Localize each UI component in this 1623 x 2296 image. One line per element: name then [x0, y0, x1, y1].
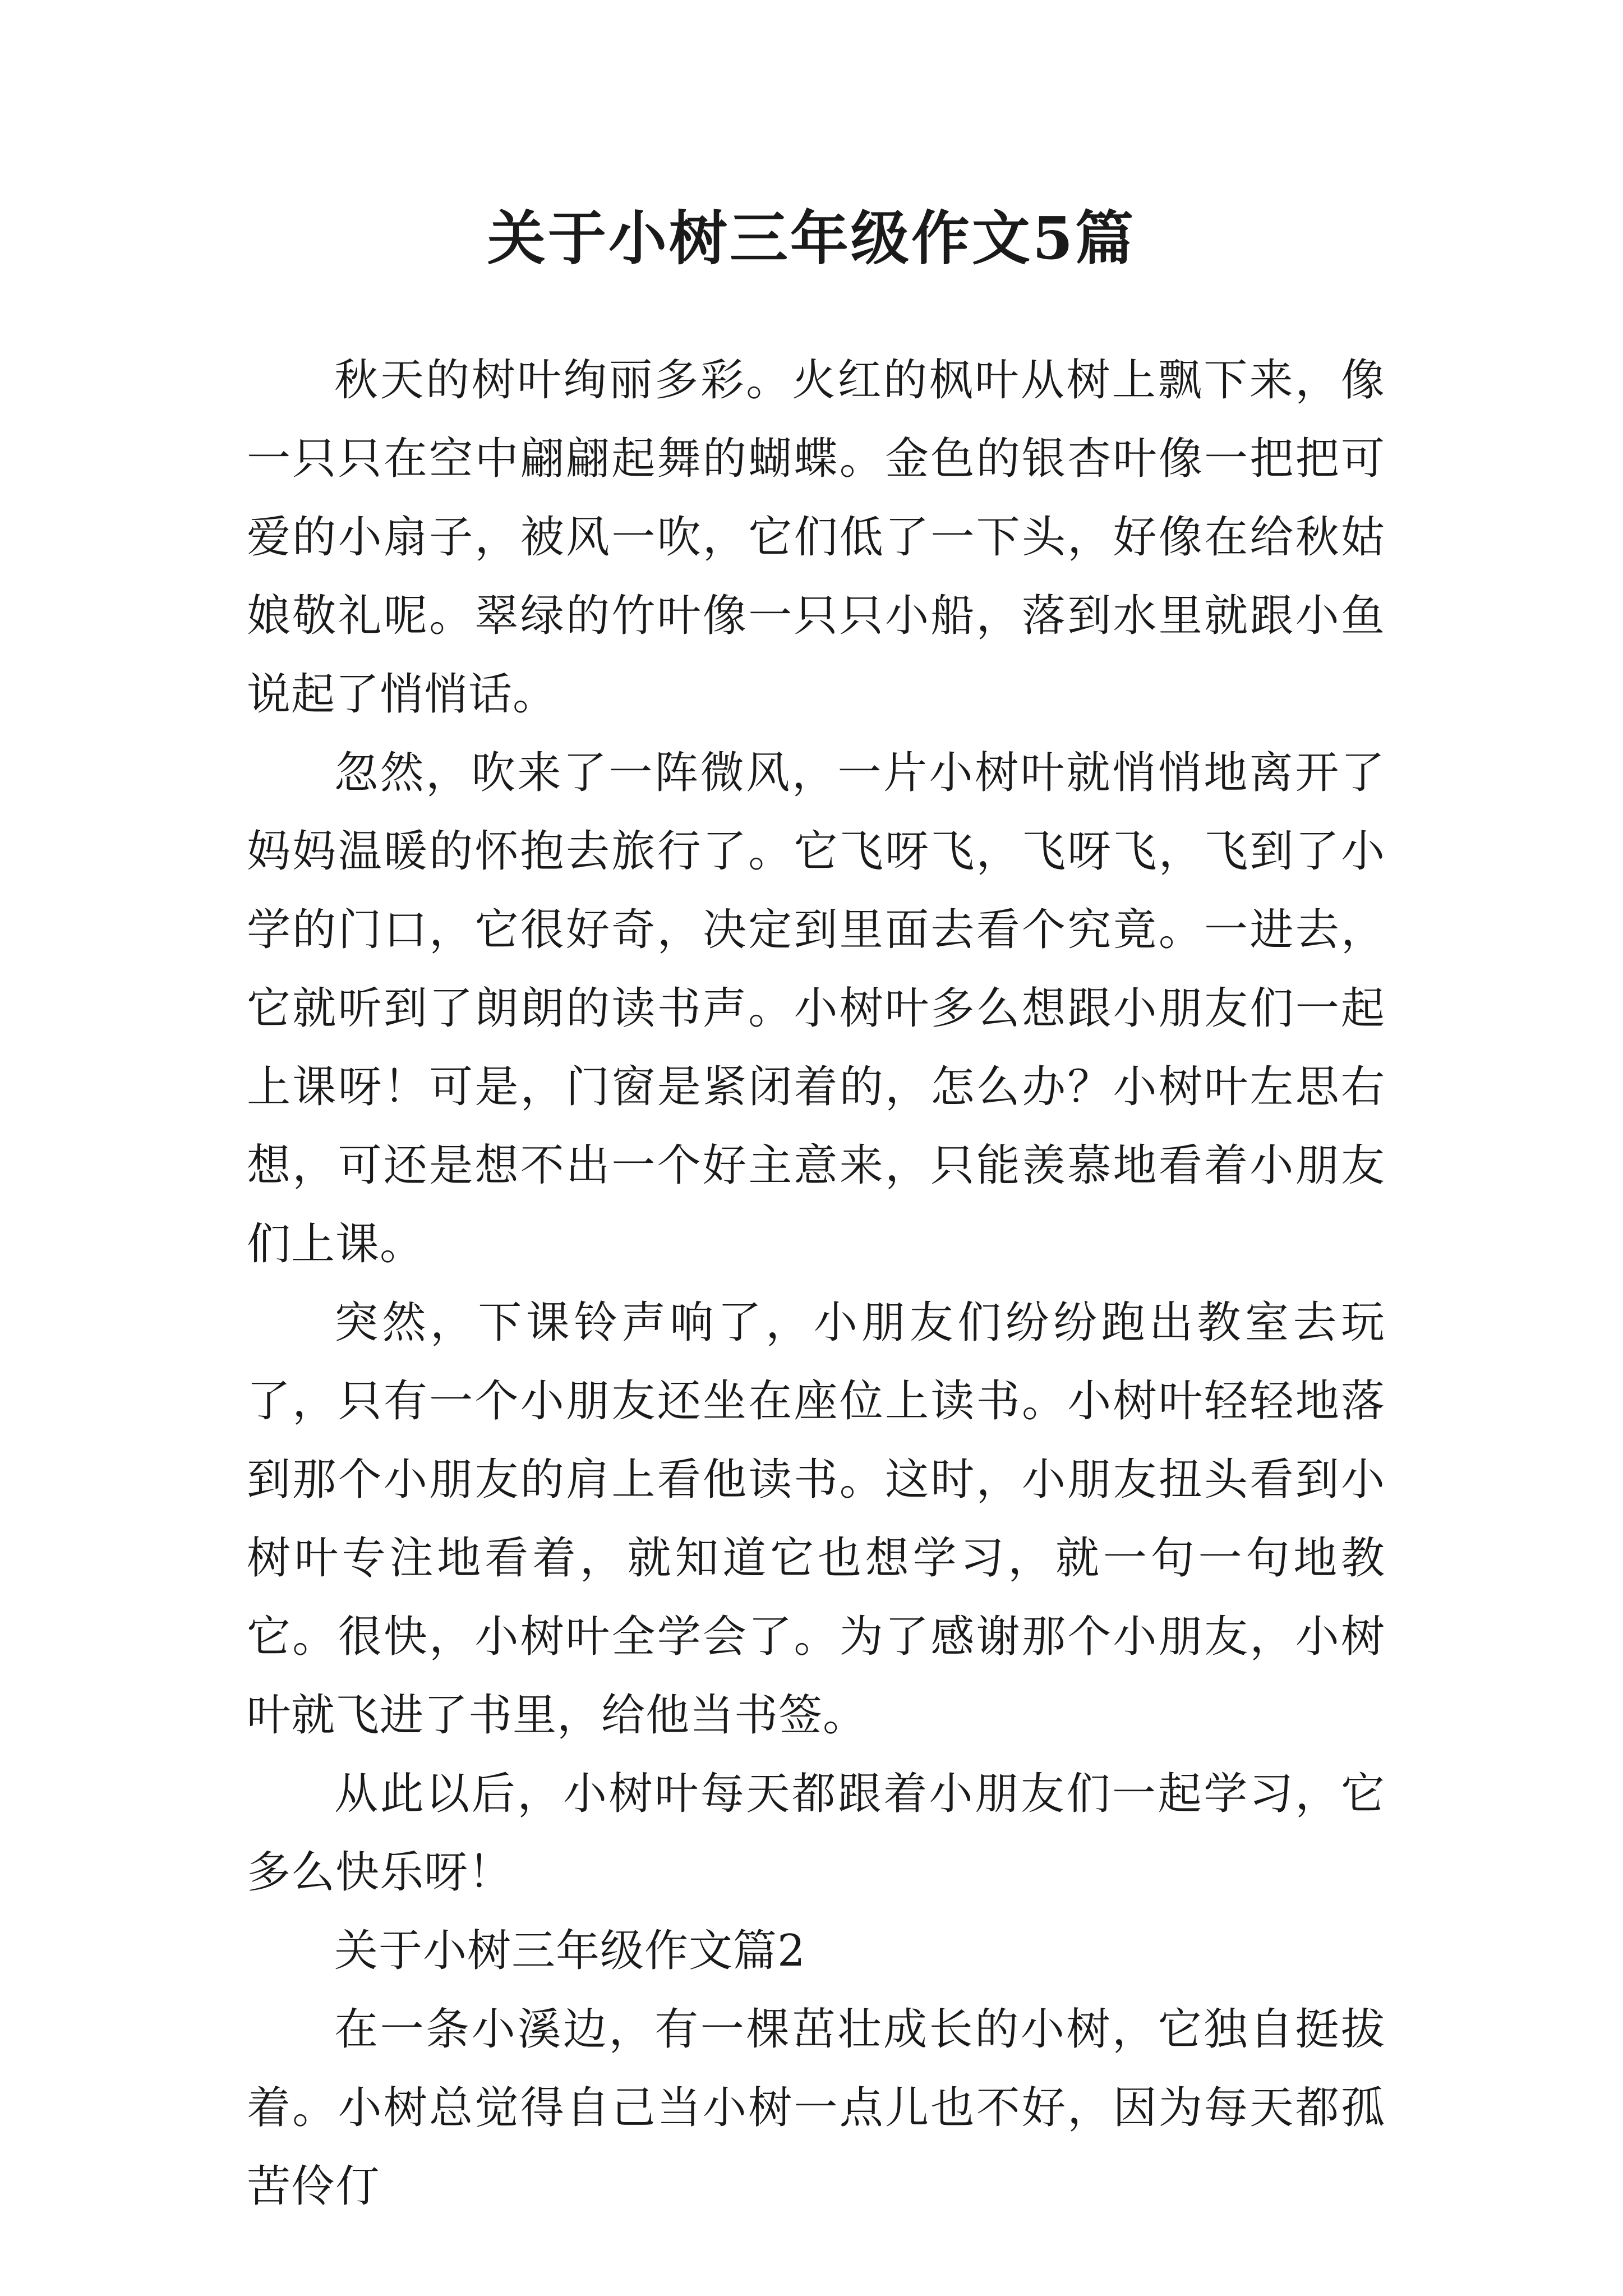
document-body	[247, 341, 1385, 2226]
paragraph-3: 突然，下课铃声响了，小朋友们纷纷跑出教室去玩了，只有一个小朋友还坐在座位上读书。小树叶轻轻地落到那个小朋友的肩上看他读书。这时，小朋友扭头看到小树叶专注地看着，就知道它也想学习，就一句一句地教它。很快，小树叶全学会了。为了感谢那个小朋友，小树叶就飞进了书里，给他当书签。	[247, 1297, 1385, 1741]
section-heading-2: 关于小树三年级作文篇2	[334, 1926, 806, 1976]
document-title: 关于小树三年级作文5篇	[487, 204, 1136, 273]
paragraph-5: 在一条小溪边，有一棵茁壮成长的小树，它独自挺拔着。小树总觉得自己当小树一点儿也不好，因为每天都孤苦伶仃	[247, 2004, 1385, 2212]
paragraph-4: 从此以后，小树叶每天都跟着小朋友们一起学习，它多么快乐呀！	[247, 1769, 1385, 1898]
paragraph-1: 秋天的树叶绚丽多彩。火红的枫叶从树上飘下来，像一只只在空中翩翩起舞的蝴蝶。金色的银杏叶像一把把可爱的小扇子，被风一吹，它们低了一下头，好像在给秋姑娘敬礼呢。翠绿的竹叶像一只只小船，落到水里就跟小鱼说起了悄悄话。	[247, 355, 1385, 720]
paragraph-2: 忽然，吹来了一阵微风，一片小树叶就悄悄地离开了妈妈温暖的怀抱去旅行了。它飞呀飞，飞呀飞，飞到了小学的门口，它很好奇，决定到里面去看个究竟。一进去，它就听到了朗朗的读书声。小树叶多么想跟小朋友们一起上课呀！可是，门窗是紧闭着的，怎么办？小树叶左思右想，可还是想不出一个好主意来，只能羡慕地看着小朋友们上课。	[247, 748, 1385, 1269]
